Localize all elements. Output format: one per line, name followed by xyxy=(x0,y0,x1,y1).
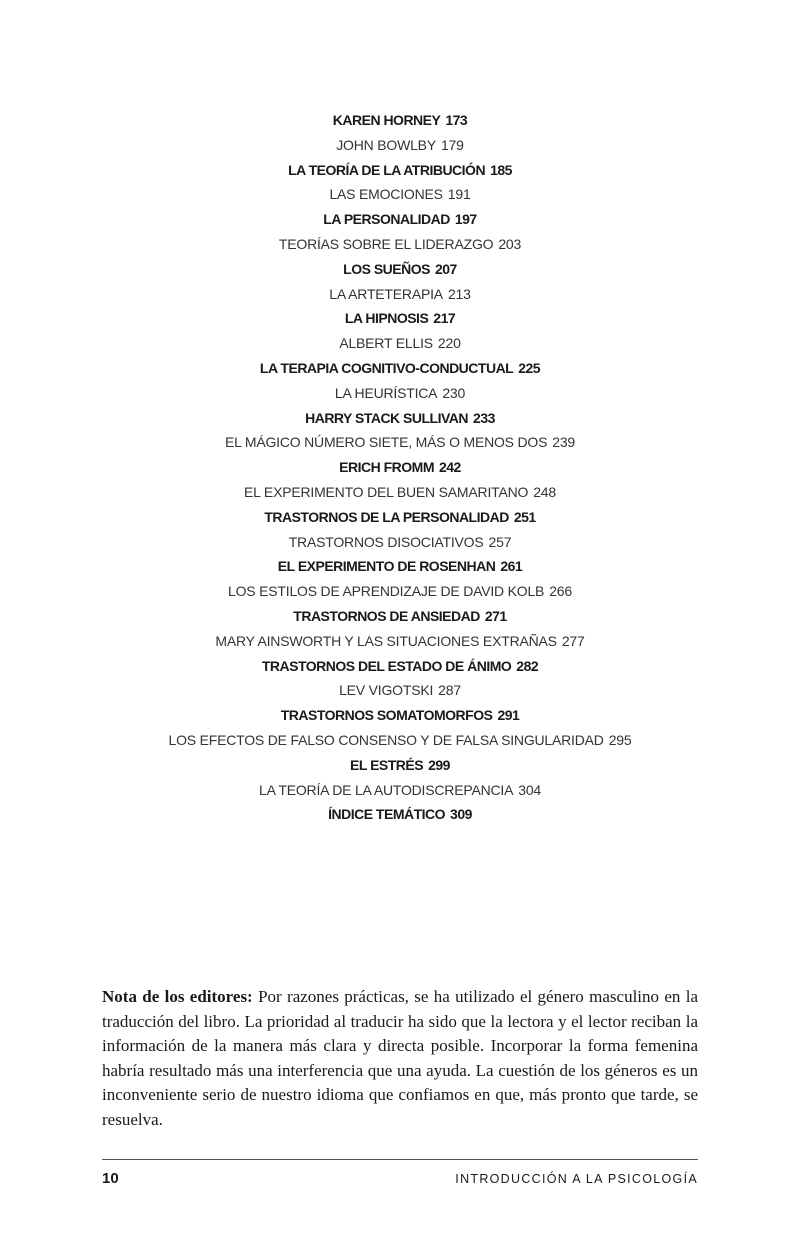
toc-entry-page: 271 xyxy=(484,607,507,624)
toc-entry xyxy=(0,802,800,827)
toc-entry-title: ÍNDICE TEMÁTICO xyxy=(328,806,446,823)
toc-entry xyxy=(0,356,800,381)
toc-entry-title: LAS EMOCIONES xyxy=(329,186,443,203)
toc-entry-title: EL MÁGICO NÚMERO SIETE, MÁS O MENOS DOS xyxy=(224,434,548,451)
toc-entry xyxy=(0,554,800,579)
toc-entry xyxy=(0,480,800,505)
toc-entry xyxy=(0,282,800,307)
toc-entry-title: LA TERAPIA COGNITIVO-CONDUCTUAL xyxy=(259,359,514,376)
toc-entry-title: LA ARTETERAPIA xyxy=(329,285,443,302)
toc-entry-title: HARRY STACK SULLIVAN xyxy=(305,409,469,426)
toc-entry-title: ALBERT ELLIS xyxy=(339,335,433,352)
toc-entry-title: LA HIPNOSIS xyxy=(344,310,429,327)
toc-entry-page: 197 xyxy=(454,211,477,228)
editors-note-lead: Nota de los editores: xyxy=(102,987,253,1006)
toc-entry-title: TRASTORNOS DEL ESTADO DE ÁNIMO xyxy=(261,657,512,674)
editors-note xyxy=(102,985,698,1133)
toc-entry-page: 233 xyxy=(473,409,495,426)
toc-entry-title: TEORÍAS SOBRE EL LIDERAZGO xyxy=(278,235,494,252)
toc-entry xyxy=(0,430,800,455)
toc-entry-title: TRASTORNOS SOMATOMORFOS xyxy=(280,707,493,724)
page-number: 10 xyxy=(102,1170,119,1187)
toc-entry-page: 282 xyxy=(516,657,539,674)
toc-entry-title: LOS SUEÑOS xyxy=(343,260,430,277)
running-head: INTRODUCCIÓN A LA PSICOLOGÍA xyxy=(455,1172,698,1186)
toc-entry xyxy=(0,530,800,555)
toc-entry xyxy=(0,753,800,778)
toc-entry-page: 266 xyxy=(549,583,572,600)
toc-entry xyxy=(0,158,800,183)
toc-entry-page: 185 xyxy=(490,161,512,178)
toc-entry-page: 251 xyxy=(513,508,536,525)
toc-entry xyxy=(0,306,800,331)
toc-entry-title: EL EXPERIMENTO DEL BUEN SAMARITANO xyxy=(244,483,529,500)
toc-entry-page: 287 xyxy=(438,682,461,699)
toc-entry-page: 277 xyxy=(561,632,585,649)
toc-entry-page: 239 xyxy=(552,434,576,451)
toc-entry-page: 248 xyxy=(533,483,556,500)
toc-entry xyxy=(0,331,800,356)
toc-entry-page: 217 xyxy=(433,310,456,327)
toc-entry-title: LA HEURÍSTICA xyxy=(334,384,438,401)
toc-entry-page: 261 xyxy=(500,558,523,575)
toc-entry xyxy=(0,579,800,604)
toc-entry-title: LEV VIGOTSKI xyxy=(339,682,434,699)
toc-entry-title: LOS ESTILOS DE APRENDIZAJE DE DAVID KOLB xyxy=(228,583,545,600)
toc-entry-page: 207 xyxy=(434,260,457,277)
toc-entry-title: TRASTORNOS DISOCIATIVOS xyxy=(288,533,484,550)
toc-entry-page: 291 xyxy=(497,707,520,724)
toc-entry xyxy=(0,604,800,629)
toc-entry xyxy=(0,257,800,282)
toc-entry-page: 220 xyxy=(437,335,461,352)
toc-entry xyxy=(0,703,800,728)
toc-entry xyxy=(0,728,800,753)
toc-entry xyxy=(0,108,800,133)
toc-entry-page: 179 xyxy=(440,136,464,153)
toc-entry-title: LA TEORÍA DE LA ATRIBUCIÓN xyxy=(288,161,486,178)
toc-entry xyxy=(0,505,800,530)
toc-entry-title: EL ESTRÉS xyxy=(350,756,424,773)
toc-entry-page: 257 xyxy=(488,533,512,550)
toc-entry-page: 309 xyxy=(450,806,472,823)
toc-entry-title: MARY AINSWORTH Y LAS SITUACIONES EXTRAÑAS xyxy=(215,632,557,649)
toc-entry xyxy=(0,629,800,654)
toc-entry-title: TRASTORNOS DE LA PERSONALIDAD xyxy=(264,508,509,525)
toc-entry-page: 295 xyxy=(608,731,632,748)
toc-entry xyxy=(0,654,800,679)
toc-entry xyxy=(0,406,800,431)
toc-entry xyxy=(0,207,800,232)
footer-rule xyxy=(102,1159,698,1160)
toc-entry-title: KAREN HORNEY xyxy=(332,112,441,128)
toc-entry-page: 203 xyxy=(498,235,522,252)
toc-entry xyxy=(0,232,800,257)
toc-entry xyxy=(0,778,800,803)
toc-entry-title: LA PERSONALIDAD xyxy=(323,211,450,228)
toc-entry-page: 304 xyxy=(518,781,541,798)
toc-entry-page: 173 xyxy=(445,112,468,128)
toc-entry-page: 213 xyxy=(447,285,471,302)
toc-entry xyxy=(0,182,800,207)
toc-entry-page: 230 xyxy=(442,384,466,401)
toc-entry-title: LA TEORÍA DE LA AUTODISCREPANCIA xyxy=(258,781,514,798)
toc-entry xyxy=(0,133,800,158)
editors-note-text: Por razones prácticas, se ha utilizado el género masculino en la traducción del libro. La prioridad al traducir ha sido que la lectora y el lector reciban la información de la manera más clara y directa posible. Incorporar la forma femenina habría resultado más una interferencia que una ayuda. La cuestión de los géneros es un inconveniente serio de nuestro idioma que confiamos en que, más pronto que tarde, se resuelva. xyxy=(102,987,698,1129)
toc-entry-page: 242 xyxy=(438,459,461,476)
toc-entry-title: TRASTORNOS DE ANSIEDAD xyxy=(293,607,480,624)
toc-entry xyxy=(0,381,800,406)
toc-entry-page: 299 xyxy=(428,756,450,773)
table-of-contents xyxy=(0,108,800,827)
toc-entry-title: LOS EFECTOS DE FALSO CONSENSO Y DE FALSA SINGULARIDAD xyxy=(168,731,604,748)
toc-entry-page: 225 xyxy=(518,359,541,376)
toc-entry-title: ERICH FROMM xyxy=(339,459,434,476)
toc-entry xyxy=(0,678,800,703)
toc-entry-page: 191 xyxy=(447,186,471,203)
toc-entry xyxy=(0,455,800,480)
toc-entry-title: JOHN BOWLBY xyxy=(336,136,436,153)
toc-entry-title: EL EXPERIMENTO DE ROSENHAN xyxy=(277,558,496,575)
